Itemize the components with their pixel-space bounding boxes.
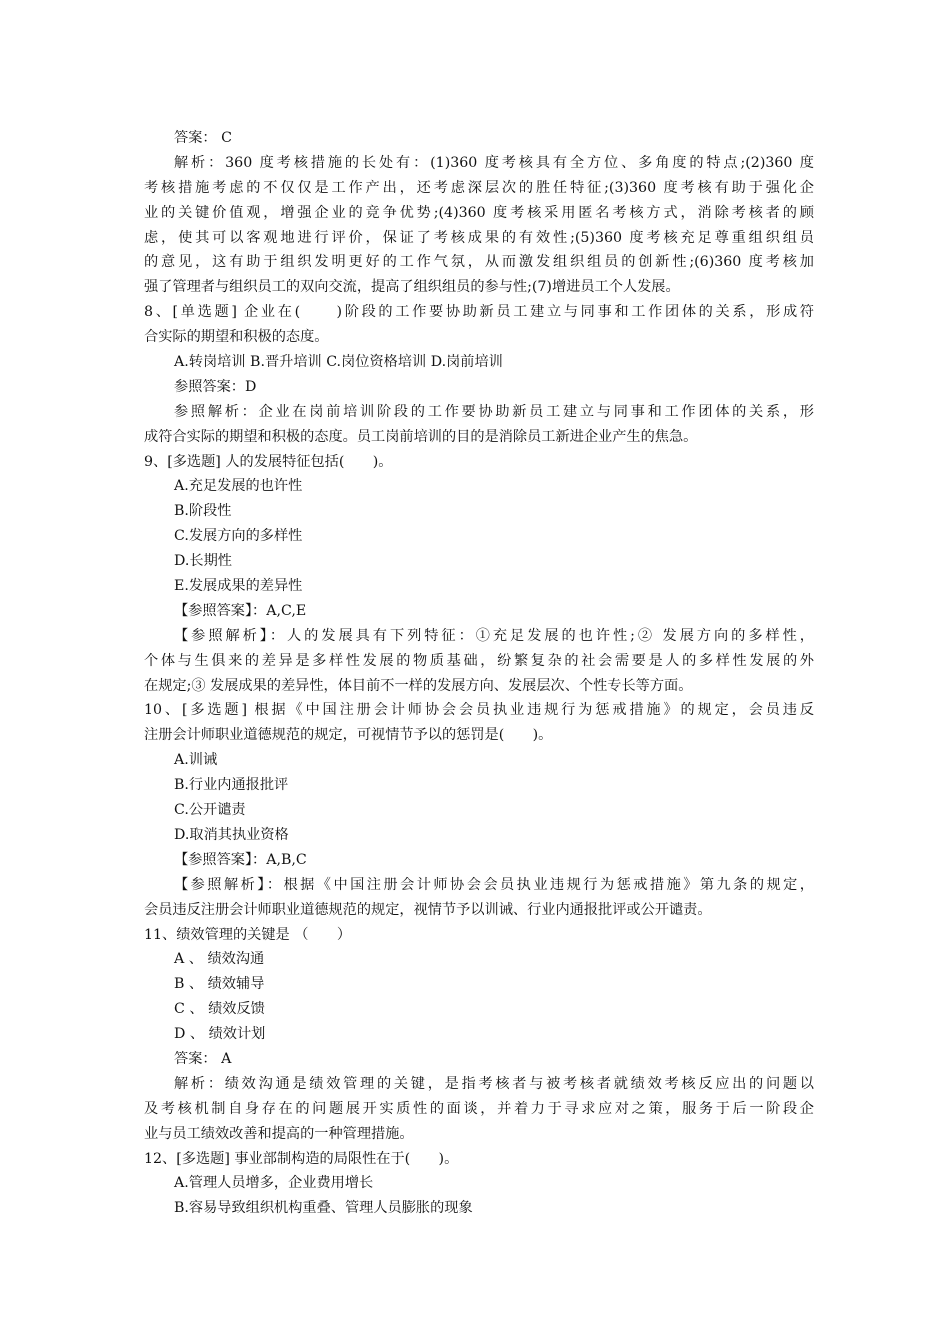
text-line: 参照答案：D (174, 378, 257, 395)
text-line: A.充足发展的也许性 (174, 478, 303, 495)
text-line: C.公开谴责 (174, 802, 246, 819)
text-line: 参照解析：企业在岗前培训阶段的工作要协助新员工建立与同事和工作团体的关系，形 (174, 403, 814, 420)
text-line: 合实际的期望和积极的态度。 (144, 329, 329, 346)
document-body (144, 126, 814, 1221)
text-line: A.管理人员增多，企业费用增长 (174, 1175, 374, 1192)
text-line: 【参照解析】：人的发展具有下列特征：①充足发展的也许性;② 发展方向的多样性， (174, 627, 814, 644)
text-line: 8、[单选题] 企业在( )阶段的工作要协助新员工建立与同事和工作团体的关系，形成符 (144, 304, 814, 321)
text-line: 9、[多选题] 人的发展特征包括( )。 (144, 453, 393, 470)
text-line: A.训诫 (174, 752, 218, 769)
text-line: 业与员工绩效改善和提高的一种管理措施。 (144, 1125, 414, 1142)
text-line: D.取消其执业资格 (174, 826, 289, 843)
text-line: 【参照解析】：根据《中国注册会计师协会会员执业违规行为惩戒措施》第九条的规定， (174, 876, 814, 893)
text-line: D.长期性 (174, 553, 232, 570)
text-line: 强了管理者与组织员工的双向交流，提高了组织组员的参与性;(7)增进员工个人发展。 (144, 279, 680, 296)
text-line: 的意见，这有助于组织发明更好的工作气氛，从而激发组织组员的创新性;(6)360 度考核加 (144, 254, 814, 271)
text-line: 解析：360 度考核措施的长处有：(1)360 度考核具有全方位、多角度的特点;(2)360 度 (174, 154, 814, 171)
text-line: 及考核机制自身存在的问题展开实质性的面谈，并着力于寻求应对之策，服务于后一阶段企 (144, 1100, 814, 1117)
text-line: 12、[多选题] 事业部制构造的局限性在于( )。 (144, 1150, 459, 1167)
text-line: B 、 绩效辅导 (174, 976, 265, 993)
text-line: 答案： A (174, 1050, 232, 1067)
text-line: A.转岗培训 B.晋升培训 C.岗位资格培训 D.岗前培训 (174, 354, 503, 371)
text-line: B.行业内通报批评 (174, 777, 289, 794)
text-line: 【参照答案】：A,C,E (174, 602, 307, 619)
text-line: 会员违反注册会计师职业道德规范的规定，视情节予以训诫、行业内通报批评或公开谴责。 (144, 901, 712, 918)
text-line: 解析：绩效沟通是绩效管理的关键，是指考核者与被考核者就绩效考核反应出的问题以 (174, 1075, 814, 1092)
text-line: E.发展成果的差异性 (174, 578, 303, 595)
text-line: A 、 绩效沟通 (174, 951, 265, 968)
text-line: 业的关键价值观，增强企业的竞争优势;(4)360 度考核采用匿名考核方式，消除考核者的顾 (144, 204, 814, 221)
text-line: B.阶段性 (174, 503, 232, 520)
text-line: 个体与生俱来的差异是多样性发展的物质基础，纷繁复杂的社会需要是人的多样性发展的外 (144, 652, 814, 669)
text-line: 11、绩效管理的关键是 （ ） (144, 926, 352, 943)
text-line: 成符合实际的期望和积极的态度。员工岗前培训的目的是消除员工新进企业产生的焦急。 (144, 428, 698, 445)
text-line: 答案： C (174, 130, 232, 146)
text-line: 虑，使其可以客观地进行评价，保证了考核成果的有效性;(5)360 度考核充足尊重组织组员 (144, 229, 814, 246)
text-line: 在规定;③ 发展成果的差异性，体目前不一样的发展方向、发展层次、个性专长等方面。 (144, 677, 693, 694)
text-line: 10、[多选题] 根据《中国注册会计师协会会员执业违规行为惩戒措施》的规定，会员违反 (144, 702, 814, 719)
text-line: B.容易导致组织机构重叠、管理人员膨胀的现象 (174, 1200, 473, 1217)
text-line: 考核措施考虑的不仅仅是工作产出，还考虑深层次的胜任特征;(3)360 度考核有助于强化企 (144, 179, 814, 196)
text-line: C.发展方向的多样性 (174, 528, 303, 545)
text-line: C 、 绩效反馈 (174, 1001, 265, 1018)
text-line: 【参照答案】：A,B,C (174, 851, 307, 868)
text-line: 注册会计师职业道德规范的规定，可视情节予以的惩罚是( )。 (144, 727, 553, 744)
text-line: D 、 绩效计划 (174, 1026, 266, 1043)
